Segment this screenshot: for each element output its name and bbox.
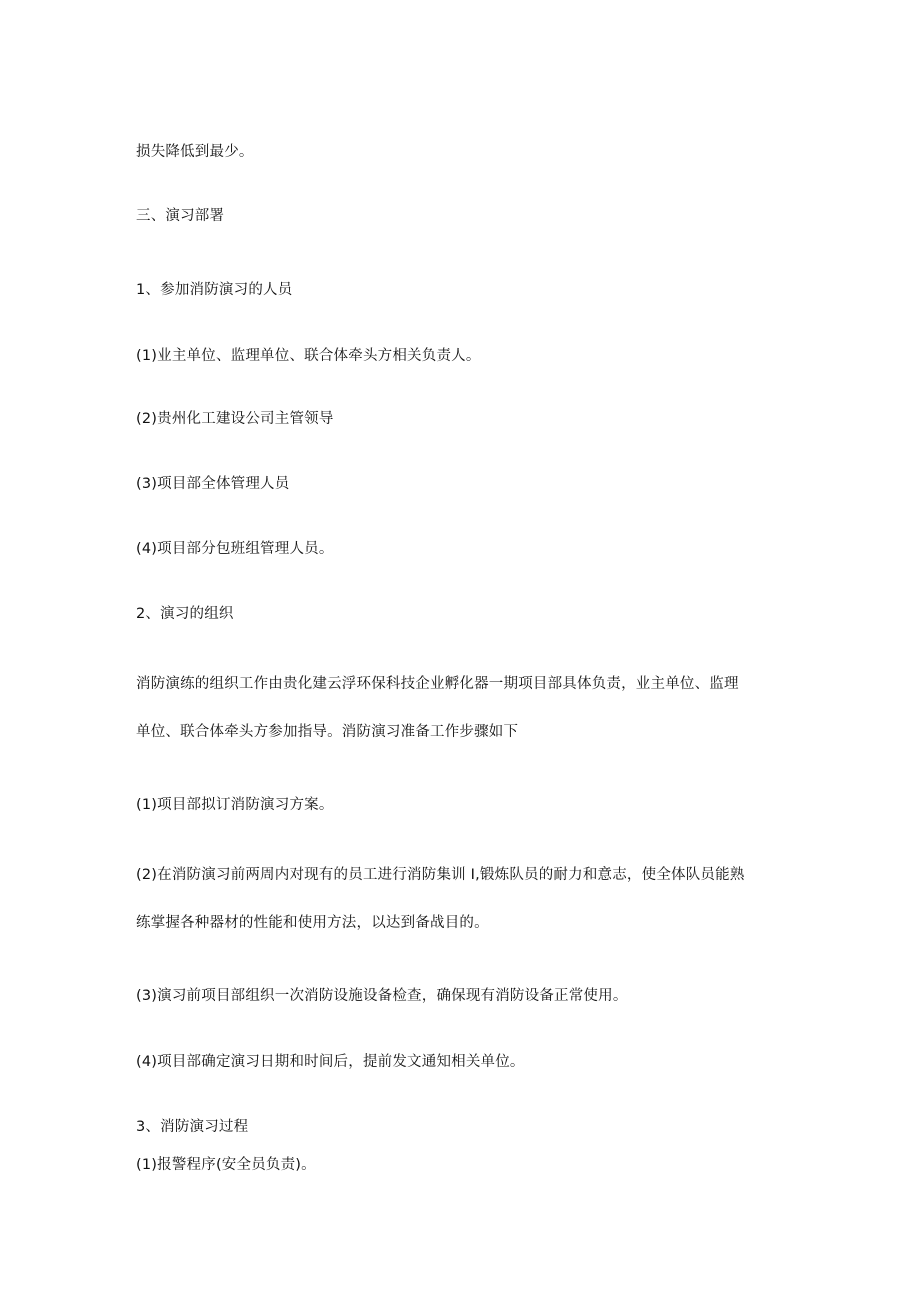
list-item: (1)项目部拟订消防演习方案。 <box>136 797 334 813</box>
paragraph-line: 单位、联合体牵头方参加指导。消防演习准备工作步骤如下 <box>136 724 519 740</box>
list-item: (1)报警程序(安全员负责)。 <box>136 1157 316 1173</box>
list-item: (3)项目部全体管理人员 <box>136 476 290 492</box>
list-item: (4)项目部分包班组管理人员。 <box>136 541 334 557</box>
list-item: (2)在消防演习前两周内对现有的员工进行消防集训 I,锻炼队员的耐力和意志，使全体队员能熟 <box>136 867 745 883</box>
list-item: (3)演习前项目部组织一次消防设施设备检查，确保现有消防设备正常使用。 <box>136 988 628 1004</box>
section-heading: 三、演习部署 <box>136 208 225 224</box>
list-item: (4)项目部确定演习日期和时间后，提前发文通知相关单位。 <box>136 1054 525 1070</box>
paragraph-line: 练掌握各种器材的性能和使用方法，以达到备战目的。 <box>136 915 489 931</box>
subsection-heading: 2、演习的组织 <box>136 606 234 622</box>
paragraph-line: 消防演练的组织工作由贵化建云浮环保科技企业孵化器一期项目部具体负责，业主单位、监理 <box>136 676 739 692</box>
subsection-heading: 3、消防演习过程 <box>136 1119 249 1135</box>
list-item: (1)业主单位、监理单位、联合体牵头方相关负责人。 <box>136 348 481 364</box>
list-item: (2)贵州化工建设公司主管领导 <box>136 411 334 427</box>
paragraph-line: 损失降低到最少。 <box>136 144 254 160</box>
subsection-heading: 1、参加消防演习的人员 <box>136 282 293 298</box>
